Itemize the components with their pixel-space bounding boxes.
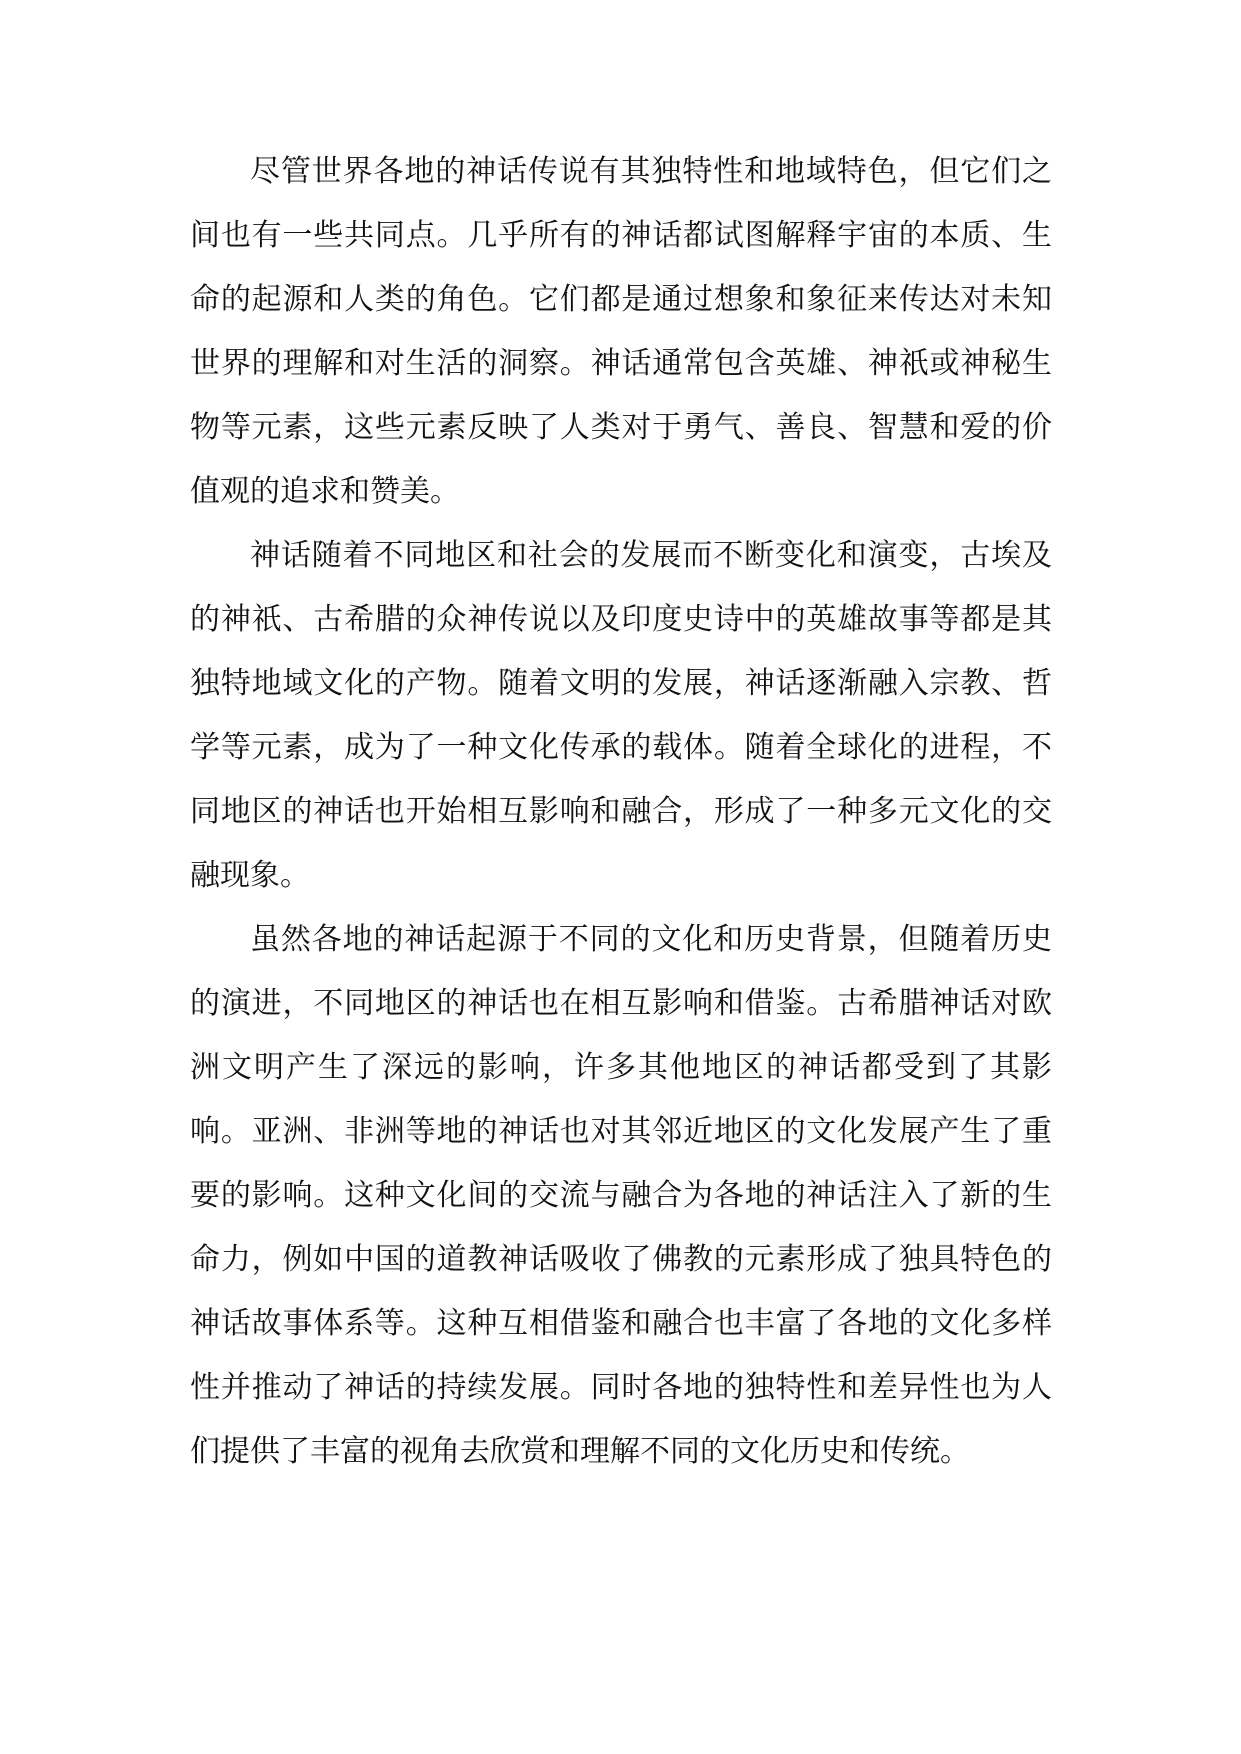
paragraph-2: 神话随着不同地区和社会的发展而不断变化和演变，古埃及的神祇、古希腊的众神传说以及印度史诗中的英雄故事等都是其独特地域文化的产物。随着文明的发展，神话逐渐融入宗教、哲学等元素，成为了一种文化传承的载体。随着全球化的进程，不同地区的神话也开始相互影响和融合，形成了一种多元文化的交融现象。 [190, 538, 1052, 893]
paragraph-1: 尽管世界各地的神话传说有其独特性和地域特色，但它们之间也有一些共同点。几乎所有的神话都试图解释宇宙的本质、生命的起源和人类的角色。它们都是通过想象和象征来传达对未知世界的理解和对生活的洞察。神话通常包含英雄、神祇或神秘生物等元素，这些元素反映了人类对于勇气、善良、智慧和爱的价值观的追求和赞美。 [190, 154, 1052, 509]
document-body [190, 140, 1052, 1484]
paragraph-3: 虽然各地的神话起源于不同的文化和历史背景，但随着历史的演进，不同地区的神话也在相互影响和借鉴。古希腊神话对欧洲文明产生了深远的影响，许多其他地区的神话都受到了其影响。亚洲、非洲等地的神话也对其邻近地区的文化发展产生了重要的影响。这种文化间的交流与融合为各地的神话注入了新的生命力，例如中国的道教神话吸收了佛教的元素形成了独具特色的神话故事体系等。这种互相借鉴和融合也丰富了各地的文化多样性并推动了神话的持续发展。同时各地的独特性和差异性也为人们提供了丰富的视角去欣赏和理解不同的文化历史和传统。 [190, 922, 1052, 1469]
